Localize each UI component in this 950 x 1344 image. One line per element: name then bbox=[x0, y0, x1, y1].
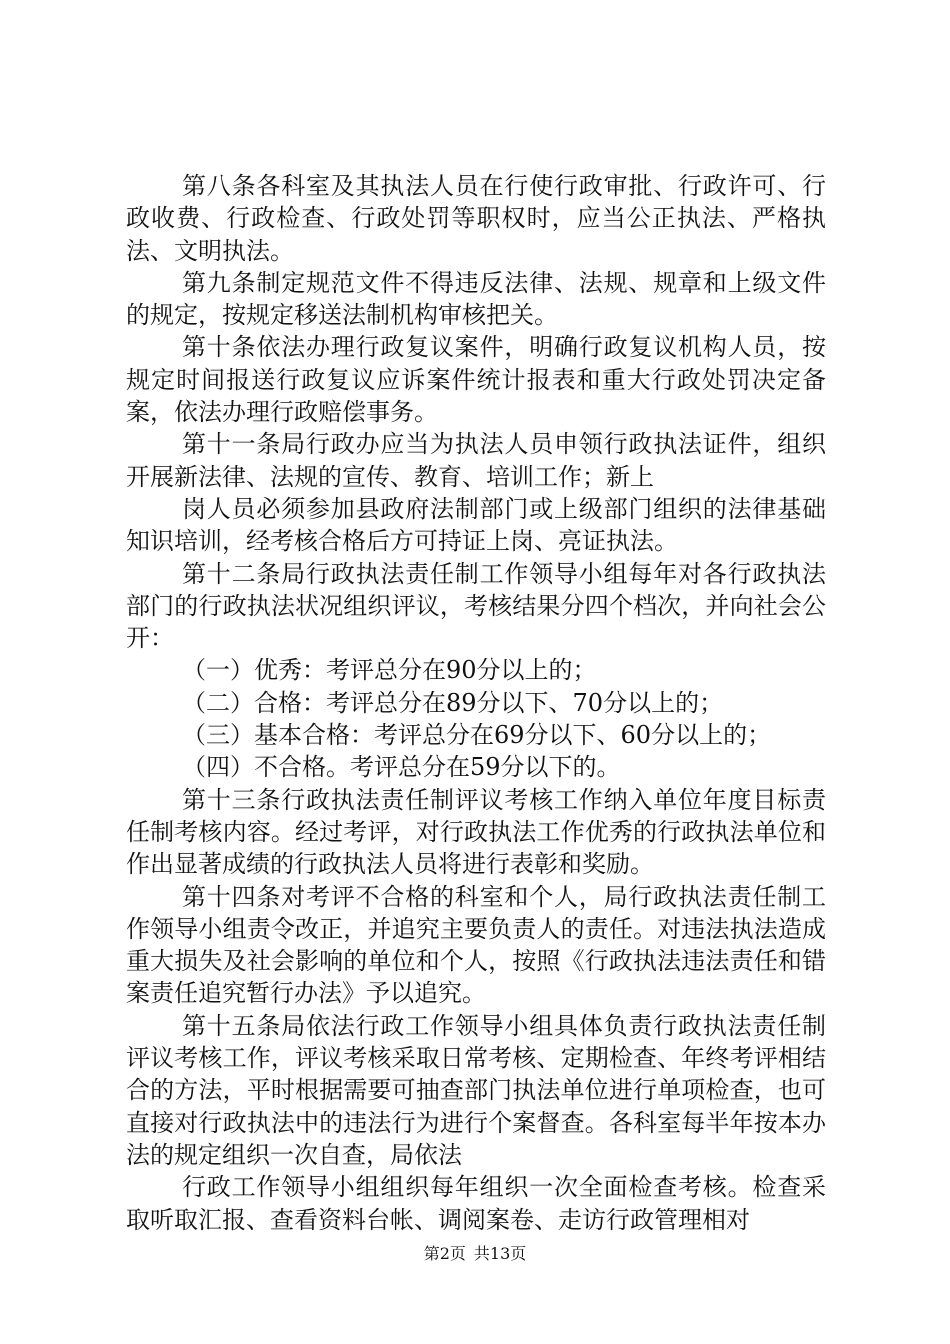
paragraph-article-10: 第十条依法办理行政复议案件，明确行政复议机构人员，按规定时间报送行政复议应诉案件统计报表和重大行政处罚决定备案，依法办理行政赔偿事务。 bbox=[126, 333, 826, 427]
page-footer bbox=[0, 1243, 950, 1265]
paragraph-article-8: 第八条各科室及其执法人员在行使行政审批、行政许可、行政收费、行政检查、行政处罚等职权时，应当公正执法、严格执法、文明执法。 bbox=[126, 172, 826, 265]
paragraph-article-15-continued: 行政工作领导小组组织每年组织一次全面检查考核。检查采取听取汇报、查看资料台帐、调阅案卷、走访行政管理相对 bbox=[126, 1173, 826, 1234]
paragraph-article-11-continued: 岗人员必须参加县政府法制部门或上级部门组织的法律基础知识培训，经考核合格后方可持证上岗、亮证执法。 bbox=[126, 494, 826, 556]
paragraph-article-15: 第十五条局依法行政工作领导小组具体负责行政执法责任制评议考核工作，评议考核采取日常考核、定期检查、年终考评相结合的方法，平时根据需要可抽查部门执法单位进行单项检查，也可直接对行政执法中的违法行为进行个案督查。各科室每半年按本办法的规定组织一次自查，局依法 bbox=[126, 1011, 826, 1169]
grade-item-basic-qualified: （三）基本合格：考评总分在69分以下、60分以上的； bbox=[182, 721, 772, 750]
paragraph-article-13: 第十三条行政执法责任制评议考核工作纳入单位年度目标责任制考核内容。经过考评，对行政执法工作优秀的行政执法单位和作出显著成绩的行政执法人员将进行表彰和奖励。 bbox=[126, 785, 826, 879]
page-total: 共13页 bbox=[473, 1244, 527, 1263]
paragraph-article-14: 第十四条对考评不合格的科室和个人，局行政执法责任制工作领导小组责令改正，并追究主要负责人的责任。对违法执法造成重大损失及社会影响的单位和个人，按照《行政执法违法责任和错案责任追究暂行办法》予以追究。 bbox=[126, 882, 826, 1008]
document-body bbox=[126, 170, 826, 1236]
grade-item-unqualified: （四）不合格。考评总分在59分以下的。 bbox=[182, 753, 621, 782]
grade-item-excellent: （一）优秀：考评总分在90分以上的； bbox=[182, 656, 597, 685]
paragraph-article-9: 第九条制定规范文件不得违反法律、法规、规章和上级文件的规定，按规定移送法制机构审核把关。 bbox=[126, 268, 826, 330]
paragraph-article-12: 第十二条局行政执法责任制工作领导小组每年对各行政执法部门的行政执法状况组织评议，考核结果分四个档次，并向社会公开： bbox=[126, 559, 826, 653]
page-number: 第2页 bbox=[423, 1244, 466, 1263]
paragraph-article-11: 第十一条局行政办应当为执法人员申领行政执法证件，组织开展新法律、法规的宣传、教育、培训工作；新上 bbox=[126, 430, 826, 491]
grade-item-qualified: （二）合格：考评总分在89分以下、70分以上的； bbox=[182, 688, 724, 717]
